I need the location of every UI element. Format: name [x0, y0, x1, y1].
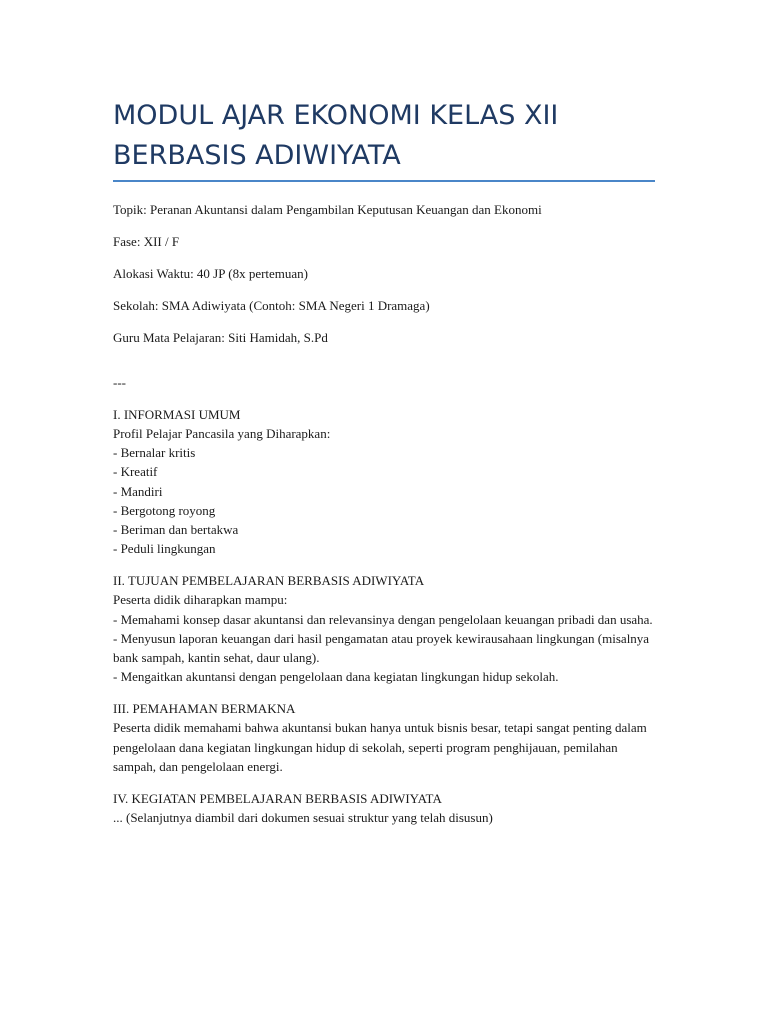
section-heading: I. INFORMASI UMUM — [113, 406, 241, 422]
title-line-2: BERBASIS ADIWIYATA — [113, 140, 401, 171]
title-underline — [113, 180, 655, 182]
list-item: - Beriman dan bertakwa — [113, 522, 239, 538]
list-item: - Mengaitkan akuntansi dengan pengelolaan dana kegiatan lingkungan hidup sekolah. — [113, 669, 559, 685]
section-general-info — [113, 405, 653, 559]
section-text: Peserta didik memahami bahwa akuntansi bukan hanya untuk bisnis besar, tetapi sangat penting dalam pengelolaan dana kegiatan lingkungan hidup di sekolah, seperti program penghijauan, pemilahan sampah, dan pengelolaan energi. — [113, 720, 647, 774]
section-learning-activities — [113, 789, 653, 827]
title-line-1: MODUL AJAR EKONOMI KELAS XII — [113, 100, 559, 131]
list-item: - Menyusun laporan keuangan dari hasil pengamatan atau proyek kewirausahaan lingkungan (misalnya bank sampah, kantin sehat, daur ulang). — [113, 630, 650, 666]
list-item: - Mandiri — [113, 483, 163, 499]
separator: --- — [113, 374, 126, 390]
list-item: - Kreatif — [113, 464, 158, 480]
list-item: - Bernalar kritis — [113, 445, 196, 461]
section-text: ... (Selanjutnya diambil dari dokumen sesuai struktur yang telah disusun) — [113, 810, 493, 826]
list-item: - Memahami konsep dasar akuntansi dan relevansinya dengan pengelolaan keuangan pribadi dan usaha. — [113, 611, 653, 627]
meta-topic: Topik: Peranan Akuntansi dalam Pengambilan Keputusan Keuangan dan Ekonomi — [113, 202, 542, 217]
list-item: - Peduli lingkungan — [113, 541, 216, 557]
section-meaningful-understanding — [113, 699, 653, 776]
section-heading: III. PEMAHAMAN BERMAKNA — [113, 701, 296, 717]
meta-time-allocation: Alokasi Waktu: 40 JP (8x pertemuan) — [113, 266, 309, 281]
meta-school: Sekolah: SMA Adiwiyata (Contoh: SMA Negeri 1 Dramaga) — [113, 298, 430, 313]
meta-teacher: Guru Mata Pelajaran: Siti Hamidah, S.Pd — [113, 330, 328, 345]
section-learning-goals — [113, 571, 653, 686]
document-body — [113, 200, 653, 827]
document-title — [113, 96, 673, 176]
list-item: - Bergotong royong — [113, 502, 216, 518]
meta-block — [113, 200, 653, 347]
section-intro: Profil Pelajar Pancasila yang Diharapkan: — [113, 426, 331, 441]
meta-phase: Fase: XII / F — [113, 234, 180, 249]
section-intro: Peserta didik diharapkan mampu: — [113, 592, 288, 608]
section-heading: II. TUJUAN PEMBELAJARAN BERBASIS ADIWIYATA — [113, 573, 425, 589]
section-heading: IV. KEGIATAN PEMBELAJARAN BERBASIS ADIWIYATA — [113, 790, 442, 806]
